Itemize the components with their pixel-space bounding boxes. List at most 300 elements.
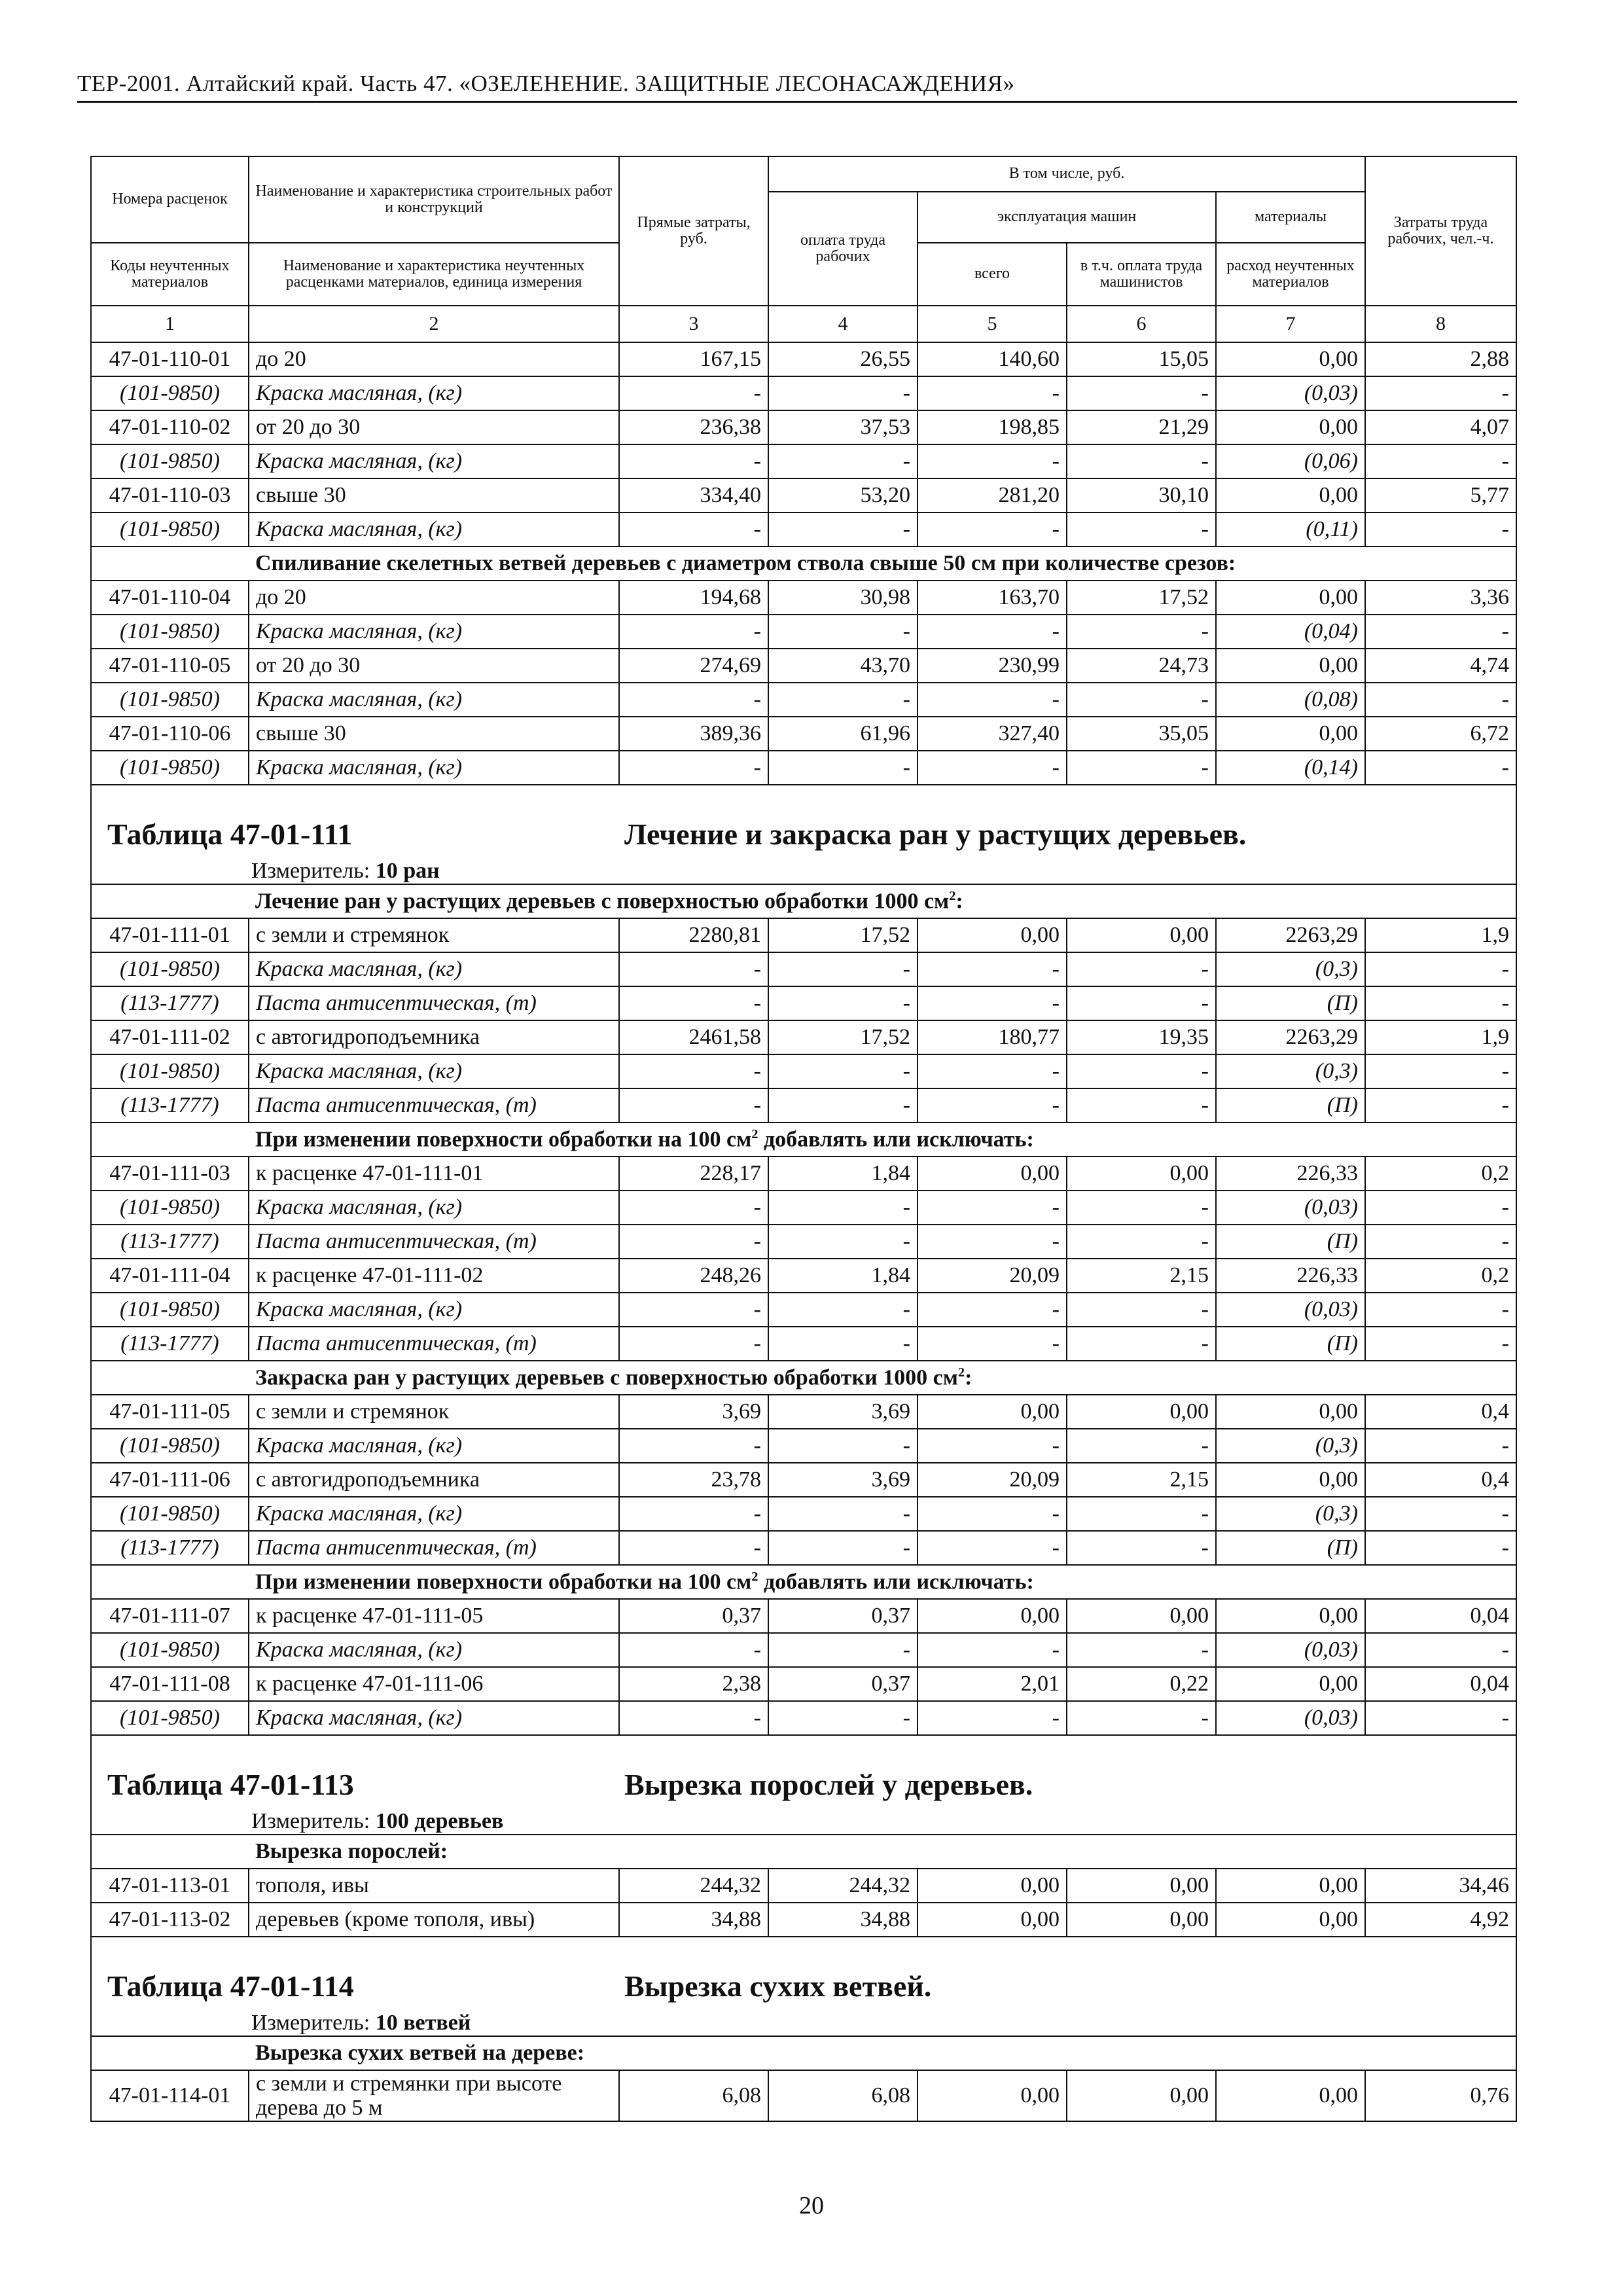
dash: -: [918, 751, 1067, 785]
labor: 3,36: [1365, 581, 1516, 615]
dash: -: [619, 751, 768, 785]
material-consumption: (0,3): [1216, 952, 1365, 986]
table-title: Вырезка сухих ветвей.: [624, 1969, 932, 2003]
rate-row: [91, 1667, 1516, 1701]
material-row: [91, 751, 1516, 785]
dash: -: [619, 1429, 768, 1463]
materials: 0,00: [1216, 1869, 1365, 1903]
materials: 226,33: [1216, 1259, 1365, 1293]
direct-costs: 2,38: [619, 1667, 768, 1701]
rate-row: [91, 478, 1516, 512]
col-work-name: Наименование и характеристика строительных работ и конструкций: [249, 156, 619, 243]
labor: 5,77: [1365, 478, 1516, 512]
dash: -: [619, 615, 768, 649]
rate-row: [91, 342, 1516, 376]
dash: -: [768, 1497, 918, 1531]
dash: -: [1365, 1191, 1516, 1225]
dash: -: [1067, 1191, 1216, 1225]
rate-code: 47-01-111-06: [91, 1463, 249, 1497]
dash: -: [619, 952, 768, 986]
dash: -: [619, 1054, 768, 1088]
machines-wages: 0,00: [1067, 918, 1216, 952]
wages: 0,37: [768, 1599, 918, 1633]
material-name: Краска масляная, (кг): [249, 512, 619, 547]
dash: -: [619, 683, 768, 717]
section-row: [91, 1361, 1516, 1395]
labor: 0,04: [1365, 1599, 1516, 1633]
labor: 0,4: [1365, 1463, 1516, 1497]
rate-name: свыше 30: [249, 717, 619, 751]
material-code: (113-1777): [91, 1225, 249, 1259]
dash: -: [918, 986, 1067, 1020]
dash: -: [619, 1293, 768, 1327]
dash: -: [918, 1327, 1067, 1361]
dash: -: [619, 1633, 768, 1667]
dash: -: [1067, 986, 1216, 1020]
material-row: [91, 1225, 1516, 1259]
dash: -: [768, 1701, 918, 1735]
machines-wages: 17,52: [1067, 581, 1216, 615]
dash: -: [918, 1633, 1067, 1667]
rate-name: до 20: [249, 581, 619, 615]
dash: -: [619, 1327, 768, 1361]
col-number: 5: [918, 306, 1067, 342]
section-title: Вырезка порослей:: [249, 1835, 1516, 1869]
rate-row: [91, 918, 1516, 952]
rate-row: [91, 1599, 1516, 1633]
material-name: Краска масляная, (кг): [249, 751, 619, 785]
machines-total: 230,99: [918, 649, 1067, 683]
wages: 6,08: [768, 2070, 918, 2121]
dash: -: [918, 1429, 1067, 1463]
materials: 2263,29: [1216, 918, 1365, 952]
labor: 0,2: [1365, 1157, 1516, 1191]
rate-code: 47-01-110-04: [91, 581, 249, 615]
machines-wages: 0,00: [1067, 1599, 1216, 1633]
dash: -: [768, 683, 918, 717]
dash: -: [1365, 1225, 1516, 1259]
table-measure: Измеритель: 10 ветвей: [251, 2011, 471, 2035]
wages: 53,20: [768, 478, 918, 512]
section-row: [91, 1835, 1516, 1869]
wages: 26,55: [768, 342, 918, 376]
col-machines-wages: в т.ч. оплата труда машинистов: [1067, 243, 1216, 306]
wages: 61,96: [768, 717, 918, 751]
col-number: 3: [619, 306, 768, 342]
machines-wages: 24,73: [1067, 649, 1216, 683]
labor: 4,74: [1365, 649, 1516, 683]
dash: -: [768, 952, 918, 986]
material-row: [91, 986, 1516, 1020]
materials: 0,00: [1216, 717, 1365, 751]
col-wages: оплата труда рабочих: [768, 192, 918, 306]
material-row: [91, 1633, 1516, 1667]
material-name: Паста антисептическая, (т): [249, 986, 619, 1020]
table-id: Таблица 47-01-114: [107, 1969, 354, 2003]
material-row: [91, 952, 1516, 986]
rate-row: [91, 649, 1516, 683]
rate-name: с земли и стремянки при высоте дерева до 5 м: [249, 2070, 619, 2121]
dash: -: [768, 1088, 918, 1122]
dash: -: [1365, 952, 1516, 986]
dash: -: [1365, 444, 1516, 478]
materials: 0,00: [1216, 1599, 1365, 1633]
material-consumption: (0,11): [1216, 512, 1365, 547]
material-consumption: (0,04): [1216, 615, 1365, 649]
material-code: (101-9850): [91, 1701, 249, 1735]
material-consumption: (П): [1216, 1088, 1365, 1122]
dash: -: [918, 512, 1067, 547]
col-number: 7: [1216, 306, 1365, 342]
rate-code: 47-01-110-02: [91, 410, 249, 444]
material-name: Паста антисептическая, (т): [249, 1088, 619, 1122]
rate-row: [91, 1259, 1516, 1293]
dash: -: [1067, 1701, 1216, 1735]
material-consumption: (0,3): [1216, 1429, 1365, 1463]
material-row: [91, 444, 1516, 478]
rate-code: 47-01-110-01: [91, 342, 249, 376]
dash: -: [1067, 1088, 1216, 1122]
material-name: Краска масляная, (кг): [249, 1191, 619, 1225]
dash: -: [768, 1293, 918, 1327]
materials: 0,00: [1216, 649, 1365, 683]
machines-wages: 0,00: [1067, 2070, 1216, 2121]
labor: 34,46: [1365, 1869, 1516, 1903]
machines-total: 163,70: [918, 581, 1067, 615]
dash: -: [768, 1327, 918, 1361]
dash: -: [768, 512, 918, 547]
materials: 0,00: [1216, 342, 1365, 376]
rate-name: свыше 30: [249, 478, 619, 512]
dash: -: [918, 1054, 1067, 1088]
labor: 4,92: [1365, 1903, 1516, 1937]
rate-code: 47-01-111-02: [91, 1020, 249, 1054]
col-number: 1: [91, 306, 249, 342]
material-code: (101-9850): [91, 952, 249, 986]
section-row: [91, 1565, 1516, 1599]
dash: -: [918, 1191, 1067, 1225]
direct-costs: 2280,81: [619, 918, 768, 952]
col-direct-costs: Прямые затраты, руб.: [619, 156, 768, 306]
dash: -: [768, 376, 918, 410]
section-row: [91, 884, 1516, 918]
section-title: Вырезка сухих ветвей на дереве:: [249, 2036, 1516, 2070]
dash: -: [918, 1088, 1067, 1122]
col-number: 8: [1365, 306, 1516, 342]
labor: 1,9: [1365, 1020, 1516, 1054]
rate-name: с автогидроподъемника: [249, 1020, 619, 1054]
rate-name: к расценке 47-01-111-01: [249, 1157, 619, 1191]
labor: 0,04: [1365, 1667, 1516, 1701]
rates-table: [90, 156, 1517, 2122]
material-name: Краска масляная, (кг): [249, 1054, 619, 1088]
rate-row: [91, 581, 1516, 615]
col-number: 4: [768, 306, 918, 342]
dash: -: [1365, 376, 1516, 410]
rate-name: к расценке 47-01-111-06: [249, 1667, 619, 1701]
direct-costs: 274,69: [619, 649, 768, 683]
material-name: Краска масляная, (кг): [249, 1701, 619, 1735]
rate-code: 47-01-114-01: [91, 2070, 249, 2121]
rate-code: 47-01-110-03: [91, 478, 249, 512]
material-code: (113-1777): [91, 1327, 249, 1361]
wages: 244,32: [768, 1869, 918, 1903]
dash: -: [1067, 1293, 1216, 1327]
wages: 17,52: [768, 918, 918, 952]
materials: 0,00: [1216, 1463, 1365, 1497]
material-consumption: (0,14): [1216, 751, 1365, 785]
direct-costs: 236,38: [619, 410, 768, 444]
dash: -: [918, 615, 1067, 649]
materials: 0,00: [1216, 478, 1365, 512]
rate-code: 47-01-111-01: [91, 918, 249, 952]
material-name: Паста антисептическая, (т): [249, 1327, 619, 1361]
rate-row: [91, 1020, 1516, 1054]
col-machines-total: всего: [918, 243, 1067, 306]
dash: -: [918, 1293, 1067, 1327]
rate-row: [91, 410, 1516, 444]
dash: -: [768, 1054, 918, 1088]
dash: -: [1365, 1531, 1516, 1565]
table-measure: Измеритель: 100 деревьев: [251, 1809, 504, 1833]
rate-code: 47-01-111-08: [91, 1667, 249, 1701]
rate-code: 47-01-111-05: [91, 1395, 249, 1429]
material-name: Краска масляная, (кг): [249, 1293, 619, 1327]
dash: -: [1365, 1088, 1516, 1122]
section-title: При изменении поверхности обработки на 100 $см^2$ добавлять или исключать:: [249, 1122, 1516, 1157]
rate-code: 47-01-111-03: [91, 1157, 249, 1191]
rate-name: с земли и стремянок: [249, 918, 619, 952]
wages: 34,88: [768, 1903, 918, 1937]
dash: -: [768, 751, 918, 785]
dash: -: [619, 1191, 768, 1225]
wages: 43,70: [768, 649, 918, 683]
section-title: Закраска ран у растущих деревьев с поверхностью обработки 1000 $см^2$:: [249, 1361, 1516, 1395]
material-name: Краска масляная, (кг): [249, 376, 619, 410]
rate-name: деревьев (кроме тополя, ивы): [249, 1903, 619, 1937]
rate-name: от 20 до 30: [249, 649, 619, 683]
rate-row: [91, 2070, 1516, 2121]
material-row: [91, 1327, 1516, 1361]
material-row: [91, 512, 1516, 547]
table-header-row: [91, 1735, 1516, 1835]
material-code: (101-9850): [91, 1633, 249, 1667]
machines-total: 0,00: [918, 2070, 1067, 2121]
section-row: [91, 1122, 1516, 1157]
col-including: В том числе, руб.: [768, 156, 1365, 192]
materials: 2263,29: [1216, 1020, 1365, 1054]
dash: -: [918, 1531, 1067, 1565]
material-name: Паста антисептическая, (т): [249, 1531, 619, 1565]
dash: -: [1067, 1054, 1216, 1088]
material-consumption: (0,03): [1216, 1633, 1365, 1667]
dash: -: [619, 1497, 768, 1531]
material-code: (101-9850): [91, 512, 249, 547]
dash: -: [1067, 1633, 1216, 1667]
rate-code: 47-01-113-01: [91, 1869, 249, 1903]
rate-name: от 20 до 30: [249, 410, 619, 444]
dash: -: [619, 986, 768, 1020]
machines-total: 281,20: [918, 478, 1067, 512]
machines-wages: 35,05: [1067, 717, 1216, 751]
dash: -: [918, 683, 1067, 717]
rate-name: к расценке 47-01-111-02: [249, 1259, 619, 1293]
direct-costs: 228,17: [619, 1157, 768, 1191]
dash: -: [768, 615, 918, 649]
dash: -: [619, 1701, 768, 1735]
machines-total: 0,00: [918, 1395, 1067, 1429]
dash: -: [1365, 1497, 1516, 1531]
material-consumption: (0,08): [1216, 683, 1365, 717]
rate-name: с земли и стремянок: [249, 1395, 619, 1429]
dash: -: [918, 952, 1067, 986]
material-code: (101-9850): [91, 751, 249, 785]
rate-row: [91, 1157, 1516, 1191]
dash: -: [768, 986, 918, 1020]
labor: 0,76: [1365, 2070, 1516, 2121]
table-id: Таблица 47-01-113: [107, 1768, 354, 1801]
material-name: Краска масляная, (кг): [249, 952, 619, 986]
machines-total: 20,09: [918, 1259, 1067, 1293]
material-code: (113-1777): [91, 986, 249, 1020]
wages: 3,69: [768, 1395, 918, 1429]
material-row: [91, 1531, 1516, 1565]
machines-total: 198,85: [918, 410, 1067, 444]
col-number: 2: [249, 306, 619, 342]
dash: -: [918, 444, 1067, 478]
col-machines: эксплуатация машин: [918, 192, 1216, 243]
rate-name: тополя, ивы: [249, 1869, 619, 1903]
material-row: [91, 1497, 1516, 1531]
table-header-row: [91, 785, 1516, 884]
rate-row: [91, 1869, 1516, 1903]
table-title: Вырезка порослей у деревьев.: [624, 1768, 1033, 1801]
material-name: Паста антисептическая, (т): [249, 1225, 619, 1259]
dash: -: [1067, 751, 1216, 785]
dash: -: [1365, 986, 1516, 1020]
direct-costs: 389,36: [619, 717, 768, 751]
dash: -: [1365, 1054, 1516, 1088]
material-row: [91, 1088, 1516, 1122]
machines-wages: 0,22: [1067, 1667, 1216, 1701]
dash: -: [1067, 1497, 1216, 1531]
material-name: Краска масляная, (кг): [249, 1633, 619, 1667]
material-consumption: (П): [1216, 1327, 1365, 1361]
page-header: ТЕР-2001. Алтайский край. Часть 47. «ОЗЕЛЕНЕНИЕ. ЗАЩИТНЫЕ ЛЕСОНАСАЖДЕНИЯ»: [77, 71, 1517, 103]
labor: 0,4: [1365, 1395, 1516, 1429]
page-number: 20: [799, 2192, 824, 2219]
rate-code: 47-01-110-06: [91, 717, 249, 751]
material-consumption: (П): [1216, 1225, 1365, 1259]
machines-wages: 21,29: [1067, 410, 1216, 444]
dash: -: [768, 1225, 918, 1259]
machines-total: 0,00: [918, 1903, 1067, 1937]
dash: -: [1365, 751, 1516, 785]
machines-wages: 15,05: [1067, 342, 1216, 376]
rate-row: [91, 1463, 1516, 1497]
material-code: (113-1777): [91, 1531, 249, 1565]
machines-total: 140,60: [918, 342, 1067, 376]
material-name: Краска масляная, (кг): [249, 615, 619, 649]
dash: -: [1067, 1429, 1216, 1463]
direct-costs: 167,15: [619, 342, 768, 376]
dash: -: [1365, 683, 1516, 717]
material-consumption: (0,3): [1216, 1497, 1365, 1531]
dash: -: [768, 1633, 918, 1667]
machines-total: 0,00: [918, 1157, 1067, 1191]
machines-total: 0,00: [918, 1599, 1067, 1633]
rate-code: 47-01-111-04: [91, 1259, 249, 1293]
machines-wages: 19,35: [1067, 1020, 1216, 1054]
material-row: [91, 1701, 1516, 1735]
dash: -: [1365, 1429, 1516, 1463]
wages: 1,84: [768, 1259, 918, 1293]
direct-costs: 0,37: [619, 1599, 768, 1633]
dash: -: [619, 1088, 768, 1122]
materials: 0,00: [1216, 1395, 1365, 1429]
material-consumption: (П): [1216, 1531, 1365, 1565]
machines-wages: 30,10: [1067, 478, 1216, 512]
machines-total: 20,09: [918, 1463, 1067, 1497]
dash: -: [1365, 1701, 1516, 1735]
materials: 0,00: [1216, 581, 1365, 615]
labor: 6,72: [1365, 717, 1516, 751]
dash: -: [1067, 444, 1216, 478]
direct-costs: 34,88: [619, 1903, 768, 1937]
wages: 17,52: [768, 1020, 918, 1054]
labor: 0,2: [1365, 1259, 1516, 1293]
direct-costs: 248,26: [619, 1259, 768, 1293]
table-id: Таблица 47-01-111: [107, 817, 353, 851]
section-row: [91, 2036, 1516, 2070]
dash: -: [619, 1531, 768, 1565]
rate-name: до 20: [249, 342, 619, 376]
table-title: Лечение и закраска ран у растущих деревьев.: [624, 817, 1247, 851]
dash: -: [768, 444, 918, 478]
dash: -: [768, 1191, 918, 1225]
dash: -: [1067, 683, 1216, 717]
labor: 1,9: [1365, 918, 1516, 952]
direct-costs: 6,08: [619, 2070, 768, 2121]
col-rate-numbers: Номера расценок: [91, 156, 249, 243]
rate-code: 47-01-113-02: [91, 1903, 249, 1937]
material-consumption: (0,03): [1216, 1701, 1365, 1735]
rate-code: 47-01-111-07: [91, 1599, 249, 1633]
materials: 0,00: [1216, 1667, 1365, 1701]
direct-costs: 3,69: [619, 1395, 768, 1429]
material-row: [91, 1429, 1516, 1463]
material-consumption: (0,03): [1216, 1293, 1365, 1327]
dash: -: [918, 1225, 1067, 1259]
material-code: (101-9850): [91, 683, 249, 717]
direct-costs: 2461,58: [619, 1020, 768, 1054]
rate-name: с автогидроподъемника: [249, 1463, 619, 1497]
section-title: Лечение ран у растущих деревьев с поверхностью обработки 1000 $см^2$:: [249, 884, 1516, 918]
dash: -: [619, 376, 768, 410]
dash: -: [918, 376, 1067, 410]
machines-wages: 2,15: [1067, 1259, 1216, 1293]
material-name: Краска масляная, (кг): [249, 444, 619, 478]
material-code: (101-9850): [91, 444, 249, 478]
dash: -: [1067, 512, 1216, 547]
material-row: [91, 1054, 1516, 1088]
dash: -: [1067, 1225, 1216, 1259]
col-number: 6: [1067, 306, 1216, 342]
section-title: При изменении поверхности обработки на 100 $см^2$ добавлять или исключать:: [249, 1565, 1516, 1599]
material-row: [91, 376, 1516, 410]
direct-costs: 23,78: [619, 1463, 768, 1497]
col-material-name: Наименование и характеристика неучтенных расценками материалов, единица измерения: [249, 243, 619, 306]
